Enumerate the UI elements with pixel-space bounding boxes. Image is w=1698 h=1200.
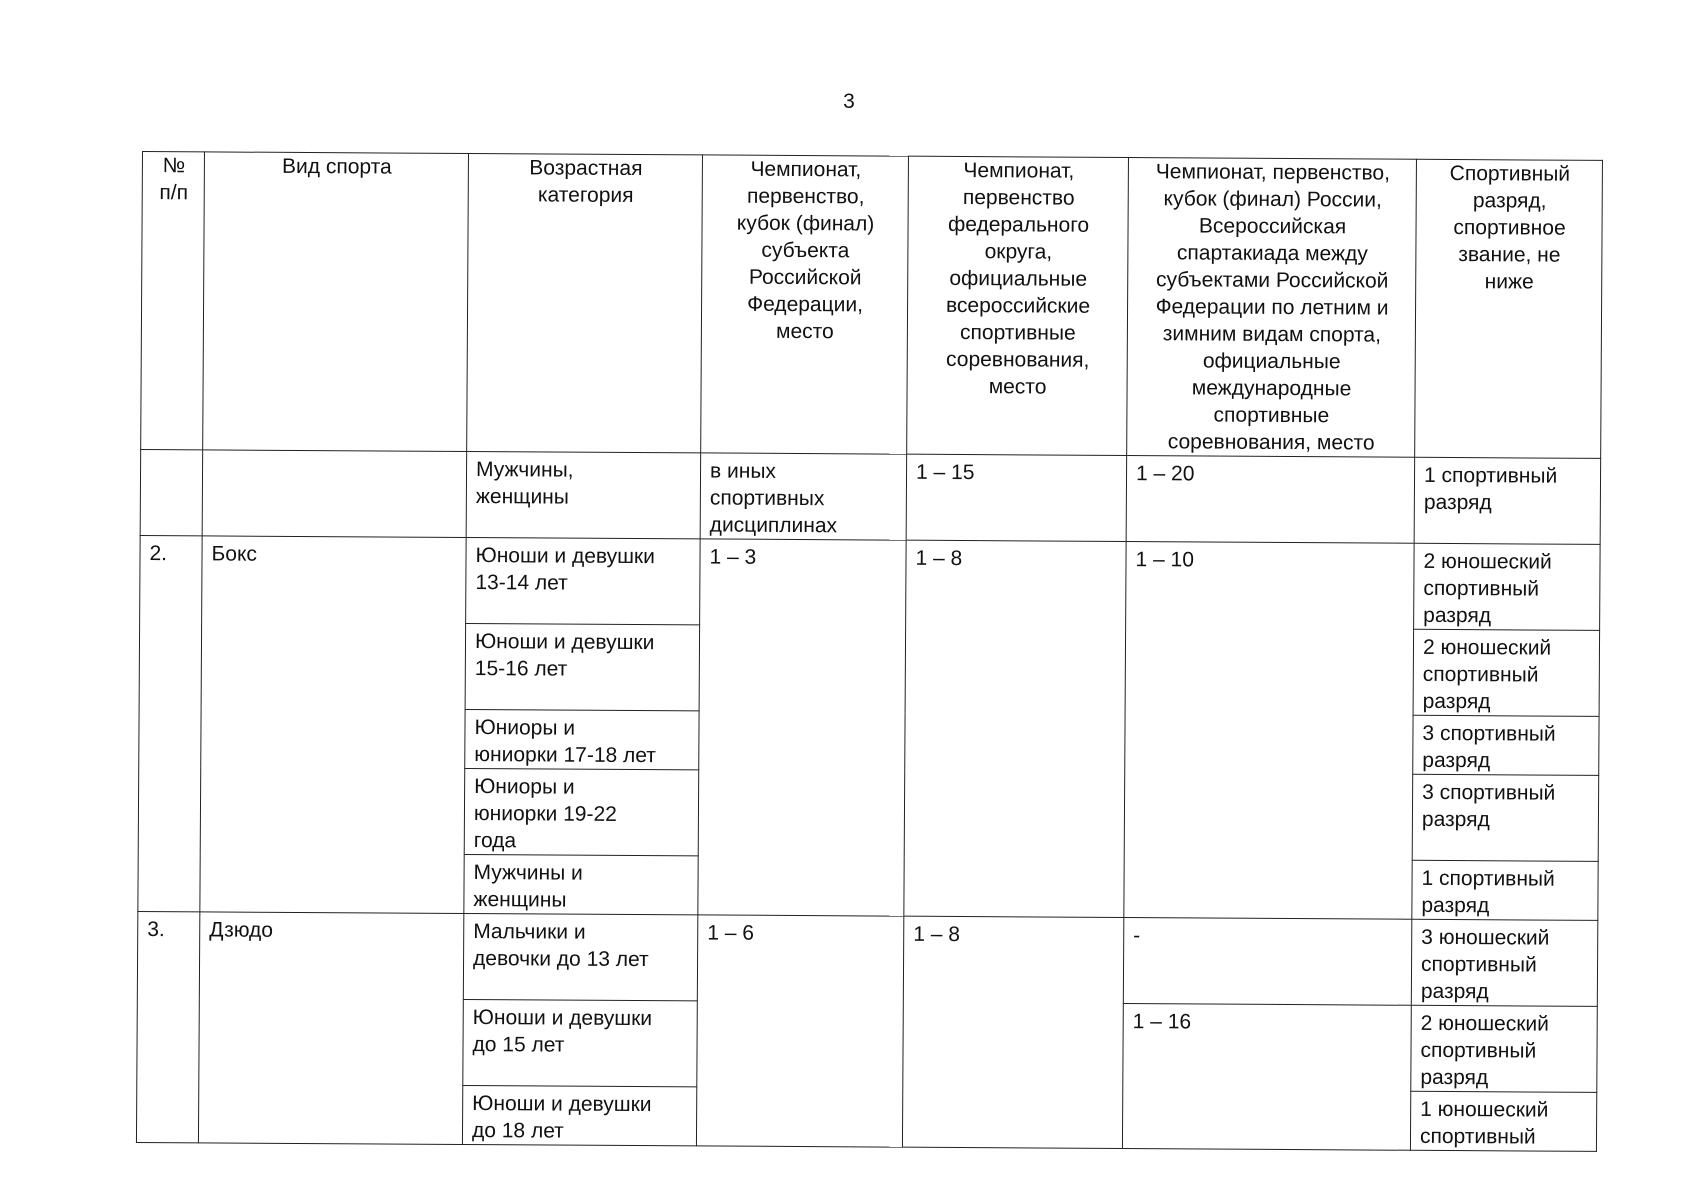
header-number: № п/п bbox=[141, 152, 205, 450]
cell-number bbox=[140, 449, 203, 535]
cell-age-category: Мужчины, женщины bbox=[466, 451, 701, 538]
cell-federal-place: 1 – 8 bbox=[904, 540, 1126, 917]
cell-russia-place: - bbox=[1123, 918, 1412, 1006]
cell-federal-place: 1 – 8 bbox=[902, 916, 1123, 1148]
page-number: 3 bbox=[843, 90, 855, 113]
header-federal-competition: Чемпионат, первенство федерального округа, официальные всероссийские спортивные соревнования, место bbox=[907, 156, 1129, 455]
header-russia-competition: Чемпионат, первенство, кубок (финал) России, Всероссийская спартакиада между субъектами Российской Федерации по летним и зимним видам спорта, официальные международные спортивные соревнования, место bbox=[1127, 158, 1417, 458]
cell-russia-place: 1 – 16 bbox=[1122, 1004, 1411, 1151]
cell-regional-place: в иных спортивных дисциплинах bbox=[700, 453, 907, 540]
cell-age-category: Юноши и девушки 15-16 лет bbox=[465, 623, 700, 710]
sports-ranking-table bbox=[136, 151, 1603, 1152]
cell-sport-rank: 2 юношеский спортивный разряд bbox=[1413, 629, 1600, 716]
cell-sport-rank: 1 юношеский спортивный bbox=[1410, 1091, 1596, 1151]
table-row bbox=[140, 535, 1600, 630]
header-age-category: Возрастная категория bbox=[467, 153, 703, 452]
cell-sport-rank: 2 юношеский спортивный разряд bbox=[1411, 1005, 1598, 1092]
cell-age-category: Юноши и девушки 13-14 лет bbox=[466, 537, 701, 624]
cell-sport bbox=[202, 450, 467, 538]
cell-russia-place: 1 – 20 bbox=[1126, 456, 1415, 544]
cell-age-category: Юниоры и юниорки 19-22 года bbox=[464, 768, 699, 855]
cell-regional-place: 1 – 6 bbox=[696, 915, 903, 1147]
cell-number: 2. bbox=[138, 535, 202, 911]
cell-age-category: Мужчины и женщины bbox=[464, 854, 698, 914]
header-sport: Вид спорта bbox=[203, 152, 469, 452]
cell-age-category: Мальчики и девочки до 13 лет bbox=[463, 913, 698, 1000]
cell-age-category: Юноши и девушки до 15 лет bbox=[463, 999, 698, 1086]
cell-sport-rank: 3 юношеский спортивный разряд bbox=[1411, 919, 1598, 1006]
cell-sport: Дзюдо bbox=[198, 912, 463, 1145]
cell-sport-rank: 1 спортивный разряд bbox=[1412, 860, 1598, 920]
cell-age-category: Юниоры и юниорки 17-18 лет bbox=[465, 709, 699, 769]
cell-number: 3. bbox=[136, 911, 199, 1142]
table-header-row bbox=[141, 152, 1603, 459]
cell-sport-rank: 2 юношеский спортивный разряд bbox=[1414, 543, 1601, 630]
cell-regional-place: 1 – 3 bbox=[698, 539, 906, 916]
header-sport-rank: Спортивный разряд, спортивное звание, не ниже bbox=[1415, 159, 1603, 458]
header-regional-competition: Чемпионат, первенство, кубок (финал) субъекта Российской Федерации, место bbox=[701, 155, 909, 454]
cell-sport-rank: 3 спортивный разряд bbox=[1412, 774, 1599, 861]
cell-russia-place: 1 – 10 bbox=[1124, 542, 1414, 920]
cell-federal-place: 1 – 15 bbox=[906, 454, 1127, 541]
cell-sport-rank: 3 спортивный разряд bbox=[1413, 715, 1599, 775]
table-row bbox=[137, 911, 1597, 1006]
cell-sport: Бокс bbox=[200, 536, 466, 914]
cell-age-category: Юноши и девушки до 18 лет bbox=[462, 1085, 696, 1145]
cell-sport-rank: 1 спортивный разряд bbox=[1414, 457, 1601, 544]
table-row bbox=[140, 449, 1600, 544]
